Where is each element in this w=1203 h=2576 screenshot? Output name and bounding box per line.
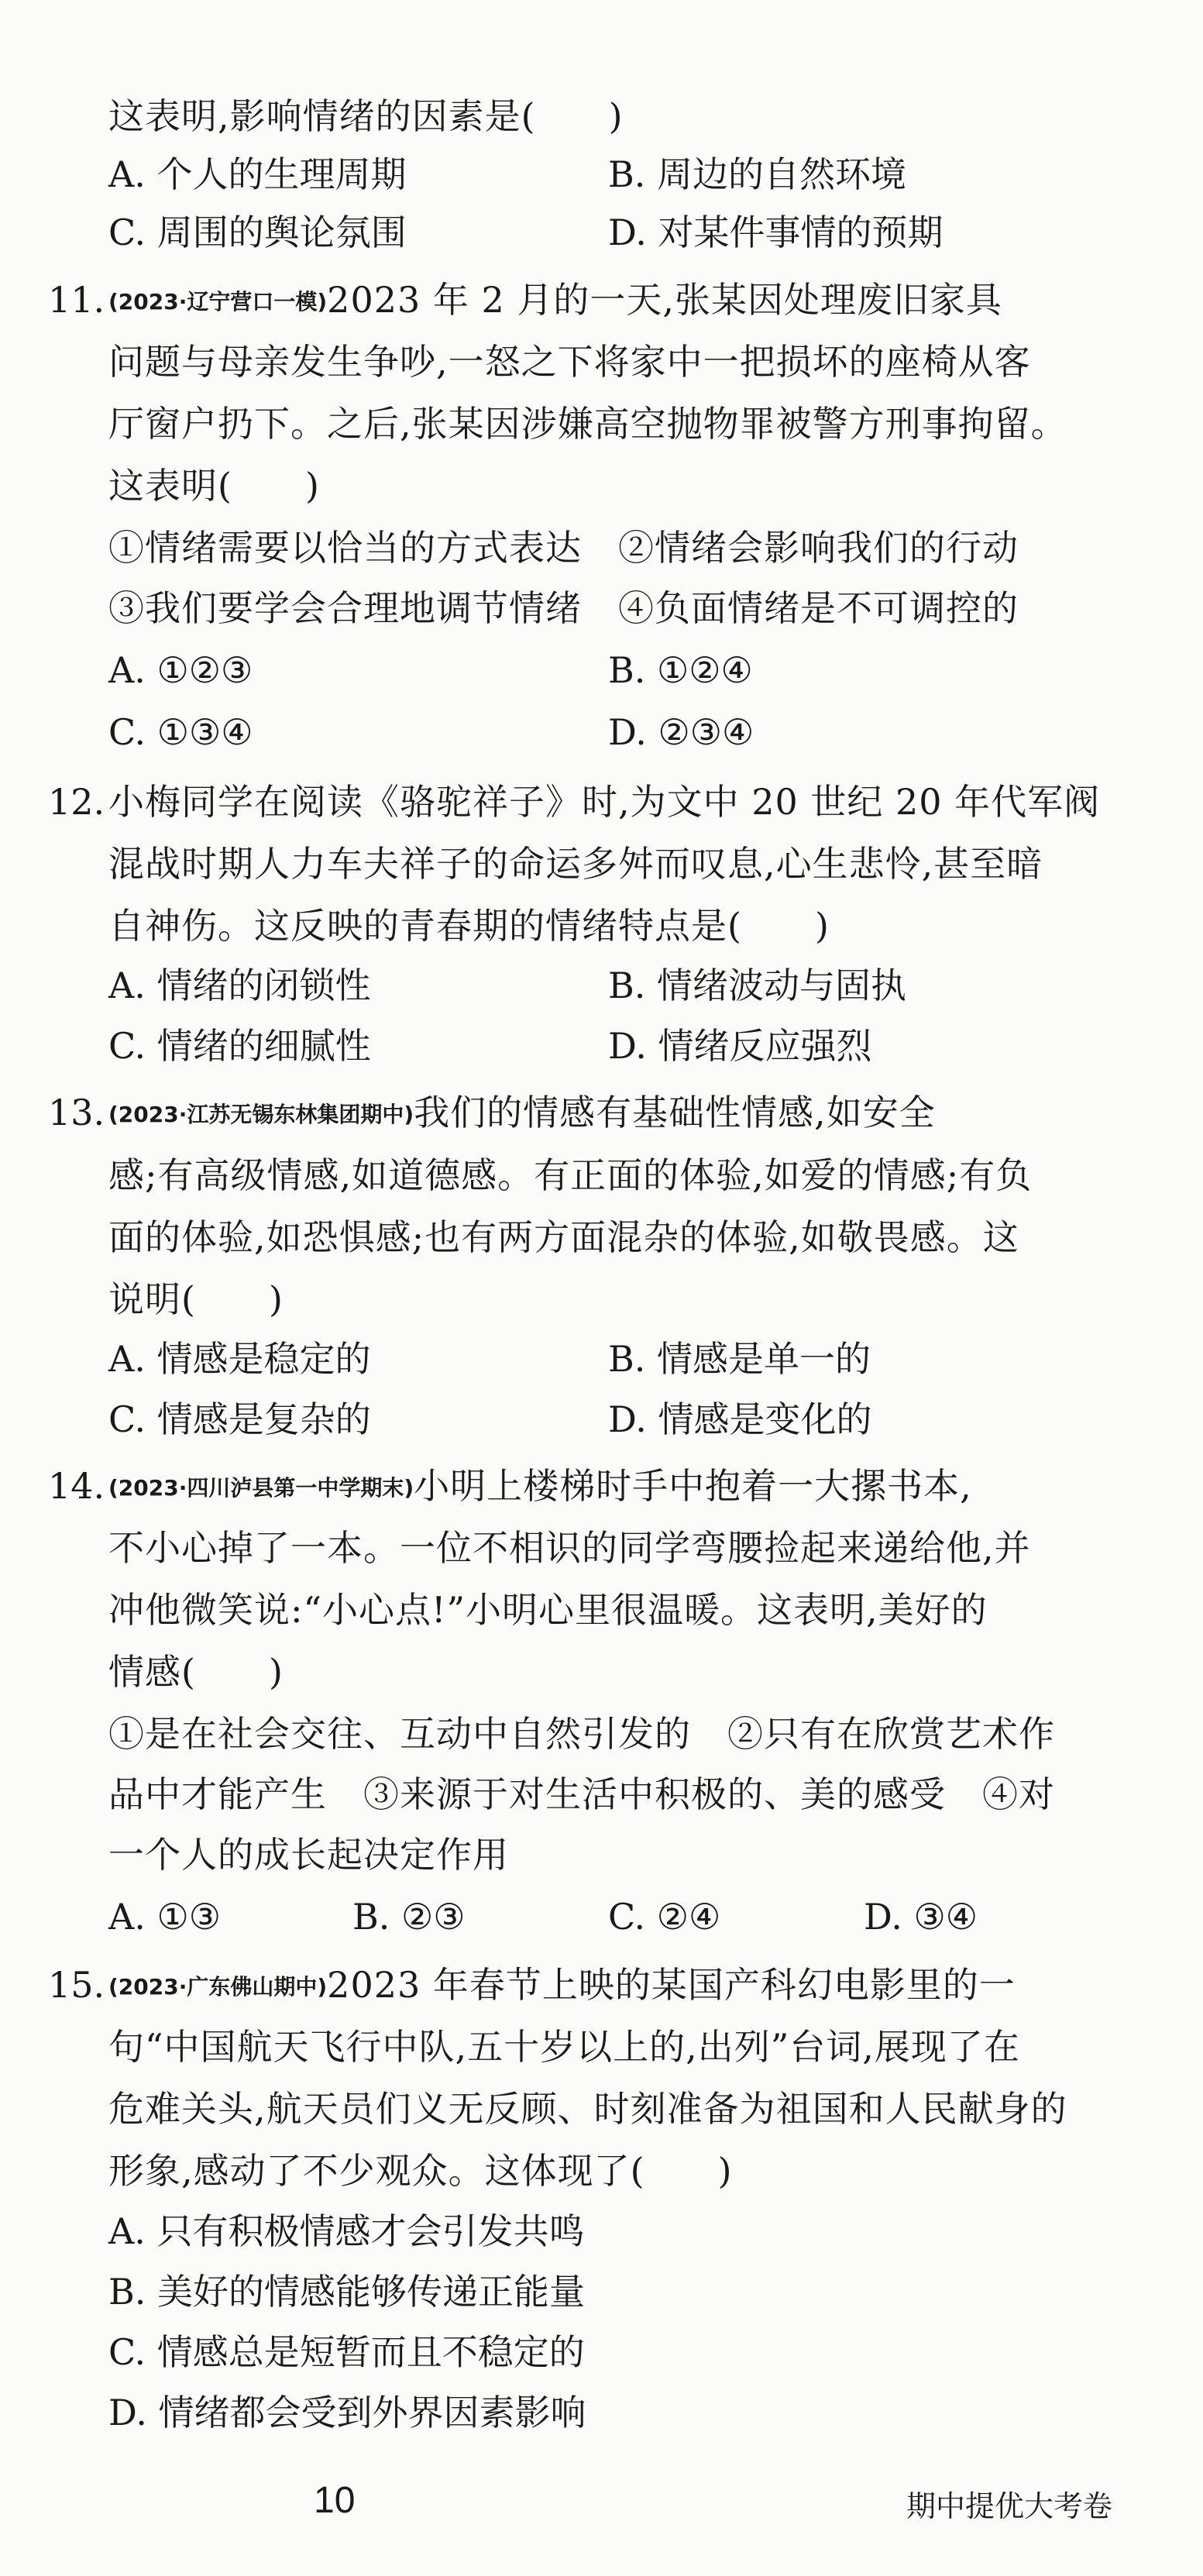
q11-line-3: 厅窗户扔下。之后,张某因涉嫌高空抛物罪被警方刑事拘留。 — [108, 403, 1067, 445]
q13-text-1: 我们的情感有基础性情感,如安全 — [414, 1092, 936, 1133]
q10-option-b: B. 周边的自然环境 — [608, 153, 907, 195]
q15-line-3: 危难关头,航天员们义无反顾、时刻准备为祖国和人民献身的 — [108, 2088, 1067, 2130]
q10-option-c: C. 周围的舆论氛围 — [108, 212, 407, 253]
q14-option-c: C. ②④ — [608, 1896, 721, 1938]
q14-number: 14. — [48, 1465, 105, 1507]
q13-option-c: C. 情感是复杂的 — [108, 1398, 371, 1440]
q11-option-a: A. ①②③ — [108, 649, 253, 691]
q15-option-b: B. 美好的情感能够传递正能量 — [108, 2271, 586, 2313]
q11-number: 11. — [48, 279, 105, 321]
q14-statement-3: 一个人的成长起决定作用 — [108, 1834, 509, 1876]
q13-option-a: A. 情感是稳定的 — [108, 1338, 371, 1380]
q12-option-d: D. 情绪反应强烈 — [608, 1025, 872, 1067]
q11-line-1 — [108, 275, 1146, 327]
q14-text-1: 小明上楼梯时手中抱着一大摞书本, — [414, 1465, 972, 1507]
q14-source: (2023·四川泸县第一中学期末) — [108, 1475, 414, 1501]
q11-line-2: 问题与母亲发生争吵,一怒之下将家中一把损坏的座椅从客 — [108, 341, 1031, 383]
q14-line-3: 冲他微笑说:“小心点!”小明心里很温暖。这表明,美好的 — [108, 1589, 988, 1631]
q10-option-d: D. 对某件事情的预期 — [608, 212, 943, 253]
q13-source: (2023·江苏无锡东林集团期中) — [108, 1102, 414, 1127]
q11-source: (2023·辽宁营口一模) — [108, 289, 328, 315]
q11-statement-1: ①情绪需要以恰当的方式表达 ②情绪会影响我们的行动 — [108, 527, 1019, 569]
page-number: 10 — [314, 2480, 356, 2521]
q15-line-4: 形象,感动了不少观众。这体现了( ) — [108, 2150, 733, 2192]
q10-stem: 这表明,影响情绪的因素是( ) — [108, 95, 624, 137]
q14-line-4: 情感( ) — [108, 1651, 284, 1693]
q12-number: 12. — [48, 781, 105, 823]
q11-line-4: 这表明( ) — [108, 465, 320, 507]
book-title: 期中提优大考卷 — [906, 2489, 1113, 2523]
q12-line-1: 小梅同学在阅读《骆驼祥子》时,为文中 20 世纪 20 年代军阀 — [108, 781, 1101, 823]
q15-option-d: D. 情绪都会受到外界因素影响 — [108, 2392, 586, 2433]
q12-option-c: C. 情绪的细腻性 — [108, 1025, 371, 1067]
q13-number: 13. — [48, 1092, 105, 1133]
q13-line-1 — [108, 1088, 1146, 1140]
q10-option-a: A. 个人的生理周期 — [108, 153, 407, 195]
q11-text-1: 2023 年 2 月的一天,张某因处理废旧家具 — [327, 279, 1002, 321]
q13-line-2: 感;有高级情感,如道德感。有正面的体验,如爱的情感;有负 — [108, 1154, 1033, 1196]
q15-text-1: 2023 年春节上映的某国产科幻电影里的一 — [327, 1964, 1016, 2006]
q11-option-c: C. ①③④ — [108, 711, 253, 753]
q13-option-b: B. 情感是单一的 — [608, 1338, 871, 1380]
q15-number: 15. — [48, 1964, 105, 2006]
q15-line-2: 句“中国航天飞行中队,五十岁以上的,出列”台词,展现了在 — [108, 2026, 1020, 2068]
q13-line-4: 说明( ) — [108, 1278, 284, 1320]
q14-line-1 — [108, 1461, 1146, 1513]
q14-option-b: B. ②③ — [352, 1896, 466, 1938]
q12-option-b: B. 情绪波动与固执 — [608, 965, 907, 1006]
q13-line-3: 面的体验,如恐惧感;也有两方面混杂的体验,如敬畏感。这 — [108, 1216, 1019, 1258]
q15-source: (2023·广东佛山期中) — [108, 1974, 328, 2000]
q12-line-2: 混战时期人力车夫祥子的命运多舛而叹息,心生悲怜,甚至暗 — [108, 843, 1043, 885]
q14-option-a: A. ①③ — [108, 1896, 221, 1938]
q11-option-d: D. ②③④ — [608, 711, 754, 753]
q14-line-2: 不小心掉了一本。一位不相识的同学弯腰捡起来递给他,并 — [108, 1527, 1031, 1569]
q11-option-b: B. ①②④ — [608, 649, 753, 691]
q13-option-d: D. 情感是变化的 — [608, 1398, 872, 1440]
q15-option-a: A. 只有积极情感才会引发共鸣 — [108, 2210, 585, 2252]
q14-statement-1: ①是在社会交往、互动中自然引发的 ②只有在欣赏艺术作 — [108, 1713, 1055, 1755]
q12-line-3: 自神伤。这反映的青春期的情绪特点是( ) — [108, 905, 830, 947]
q12-option-a: A. 情绪的闭锁性 — [108, 965, 371, 1006]
q15-option-c: C. 情感总是短暂而且不稳定的 — [108, 2331, 585, 2373]
q14-statement-2: 品中才能产生 ③来源于对生活中积极的、美的感受 ④对 — [108, 1773, 1055, 1815]
q14-option-d: D. ③④ — [864, 1896, 978, 1938]
q11-statement-2: ③我们要学会合理地调节情绪 ④负面情绪是不可调控的 — [108, 587, 1019, 629]
q15-line-1 — [108, 1960, 1146, 2012]
